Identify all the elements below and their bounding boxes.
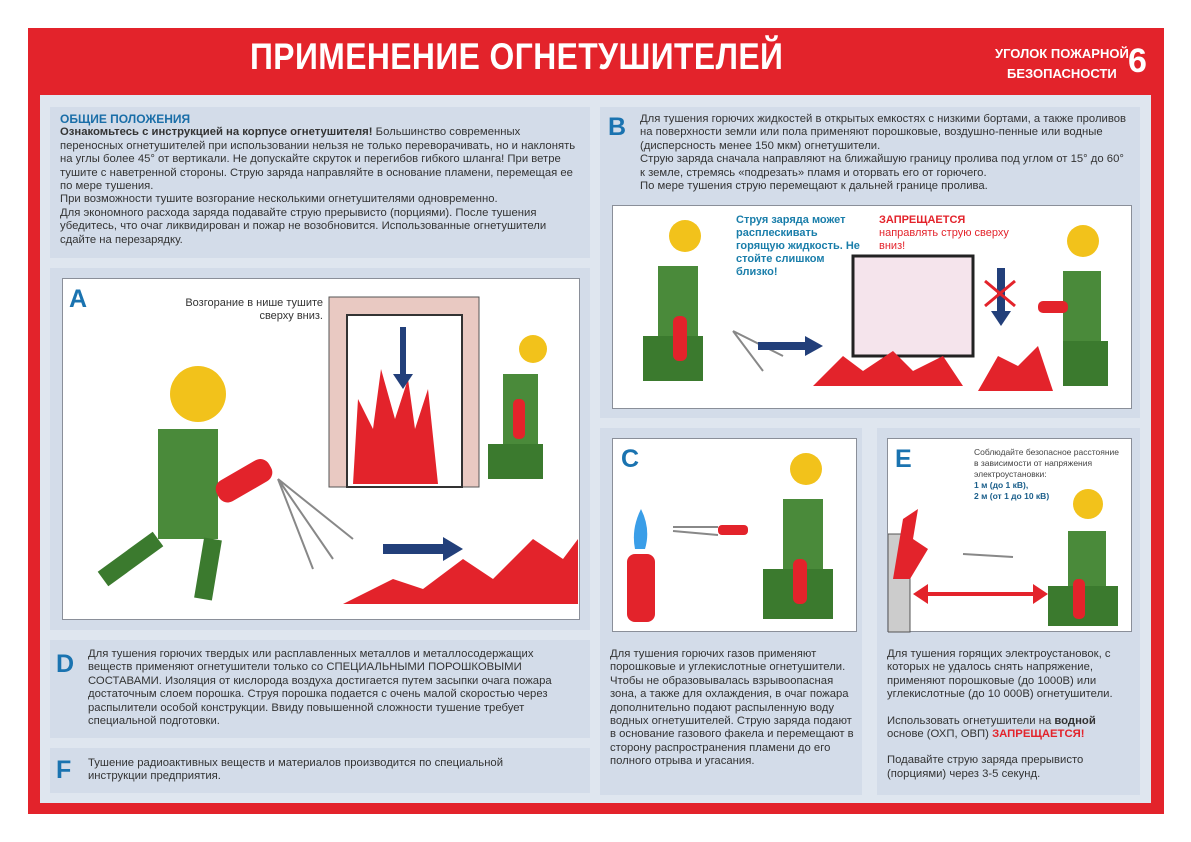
extinguisher-icon [1073, 579, 1085, 619]
caption-a: Возгорание в нише тушите сверху вниз. [185, 297, 323, 323]
section-b [600, 107, 1140, 418]
section-letter: B [608, 113, 627, 141]
extinguisher-icon [212, 455, 276, 506]
liquid-fire-scene [613, 206, 1133, 410]
text-e-p1: Для тушения горящих электроустановок, с которых не удалось снять напряжение, применяют порошковые (до 1000В) или углекислотные (до 10 000В) огнетушители. [887, 648, 1113, 701]
section-c [600, 428, 862, 795]
text-e-p3: Подавайте струю заряда прерывисто (порциями) через 3-5 секунд. [887, 754, 1084, 780]
helmet-icon [1073, 489, 1103, 519]
helmet-icon [669, 220, 701, 252]
helmet-icon [1067, 225, 1099, 257]
section-letter: F [56, 756, 72, 784]
poster-title: ПРИМЕНЕНИЕ ОГНЕТУШИТЕЛЕЙ [250, 36, 784, 77]
section-a [50, 268, 590, 630]
general-text: Большинство современных переносных огнетушителей при использовании нельзя не только переворачивать, но и наклонять на углы более 45° от вертикали. Не допускайте скруток и перегибов гибкого шланга! При ветре тушите с наветренной стороны. Струю заряда направляйте в основание пламени, перемещая ее по мере тушения. [60, 126, 576, 193]
section-letter: C [621, 445, 640, 473]
arrow-right-icon [443, 537, 463, 561]
section-letter: E [895, 445, 912, 473]
niche-fire-scene [63, 279, 581, 621]
gas-fire-scene [613, 439, 858, 633]
distance-arrow-icon [1033, 584, 1048, 604]
section-letter: D [56, 650, 75, 678]
text-d: Для тушения горючих твердых или расплавленных металлов и металлосодержащих веществ применяют огнетушители только со СПЕЦИАЛЬНЫМИ ПОРОШКОВЫМИ СОСТАВАМИ. Изоляция от кислорода воздуха достигается путем засыпки очага пожара достаточным слоем порошка. Струя порошка подается с очень малой скоростью через распылители особой конструкции. Ввиду повышенной сложности тушение требует специальной подготовки. [88, 648, 552, 728]
gas-cylinder-icon [627, 554, 655, 622]
helmet-icon [170, 366, 226, 422]
helmet-icon [519, 335, 547, 363]
corner-line: УГОЛОК ПОЖАРНОЙ [995, 46, 1129, 61]
general-lead: Ознакомьтесь с инструкцией на корпусе огнетушителя! [60, 126, 373, 139]
extinguisher-icon [793, 559, 807, 604]
text-c: Для тушения горючих газов применяют порошковые и углекислотные огнетушители. Чтобы не образовывалась взрывоопасная зона, а также для охлаждения, в очаг пожара дополнительно подают распыленную воду водных огнетушителей. Струю заряда подают в основание газового факела и перемещают в сторону распространения пламени до его полного отрыва и угасания. [610, 648, 854, 768]
t: водной [1054, 714, 1096, 727]
warning-forbidden-bold: ЗАПРЕЩАЕТСЯ [879, 214, 966, 226]
t: Использовать огнетушители на [887, 714, 1055, 727]
text-b-p3: По мере тушения струю перемещают к дальней границе пролива. [640, 180, 988, 193]
general-heading: ОБЩИЕ ПОЛОЖЕНИЯ [60, 112, 191, 126]
text-b [640, 113, 1130, 193]
section-e [877, 428, 1140, 795]
warning-splash: Струя заряда может расплескивать горящую жидкость. Не стойте слишком близко! [736, 214, 860, 278]
arrow-right-icon [805, 336, 823, 356]
text-f: Тушение радиоактивных веществ и материалов производится по специальной инструкции предприятия. [88, 757, 504, 783]
extinguisher-icon [513, 399, 525, 439]
truck-icon [853, 256, 973, 356]
poster-number: 6 [1128, 42, 1147, 80]
general-p2: При возможности тушите возгорание несколькими огнетушителями одновременно. [60, 193, 498, 206]
section-letter: A [69, 285, 88, 313]
distance-10kv: 2 м (от 1 до 10 кВ) [974, 491, 1050, 501]
extinguisher-icon [673, 316, 687, 361]
text-e [887, 648, 1135, 781]
warning-forbidden-text: направлять струю сверху вниз! [879, 227, 1009, 252]
general-p3: Для экономного расхода заряда подавайте струю прерывисто (порциями). После тушения убедитесь, что очаг ликвидирован и пожар не возобновится. Использованные огнетушители сдайте на перезарядку. [60, 206, 547, 246]
text-b-p2: Струю заряда сначала направляют на ближайшую границу пролива под углом от 15° до 60° к земле, стремясь «подрезать» пламя и оторвать его от горючего. [640, 153, 1124, 179]
t: основе (ОХП, ОВП) [887, 728, 993, 741]
section-d [50, 640, 590, 738]
illustration-e [887, 438, 1132, 632]
illustration-a [62, 278, 580, 620]
text-b-p1: Для тушения горючих жидкостей в открытых емкостях с низкими бортами, а также проливов на поверхности земли или пола применяют порошковые, воздушно-пенные или водные (дисперсность менее 150 мкм) огнетушители. [640, 113, 1127, 152]
corner-line: БЕЗОПАСНОСТИ [1007, 66, 1117, 81]
illustration-b [612, 205, 1132, 409]
distance-1kv: 1 м (до 1 кВ), [974, 480, 1029, 490]
flame-icon [978, 346, 1053, 391]
arrow-down-icon [991, 311, 1011, 326]
section-f [50, 748, 590, 793]
electrical-fire-scene [888, 439, 1133, 633]
general-section [50, 107, 590, 258]
distance-note-text: Соблюдайте безопасное расстояние в зависимости от напряжения электроустановки: [974, 447, 1120, 479]
warning-forbidden [879, 214, 1019, 253]
general-p1 [60, 126, 580, 193]
text-e-p2 [887, 715, 1135, 742]
corner-label [995, 44, 1129, 84]
gas-flame-icon [634, 509, 647, 549]
extinguisher-icon [1038, 301, 1068, 313]
helmet-icon [790, 453, 822, 485]
illustration-c [612, 438, 857, 632]
forbidden-label: ЗАПРЕЩАЕТСЯ! [992, 728, 1085, 741]
